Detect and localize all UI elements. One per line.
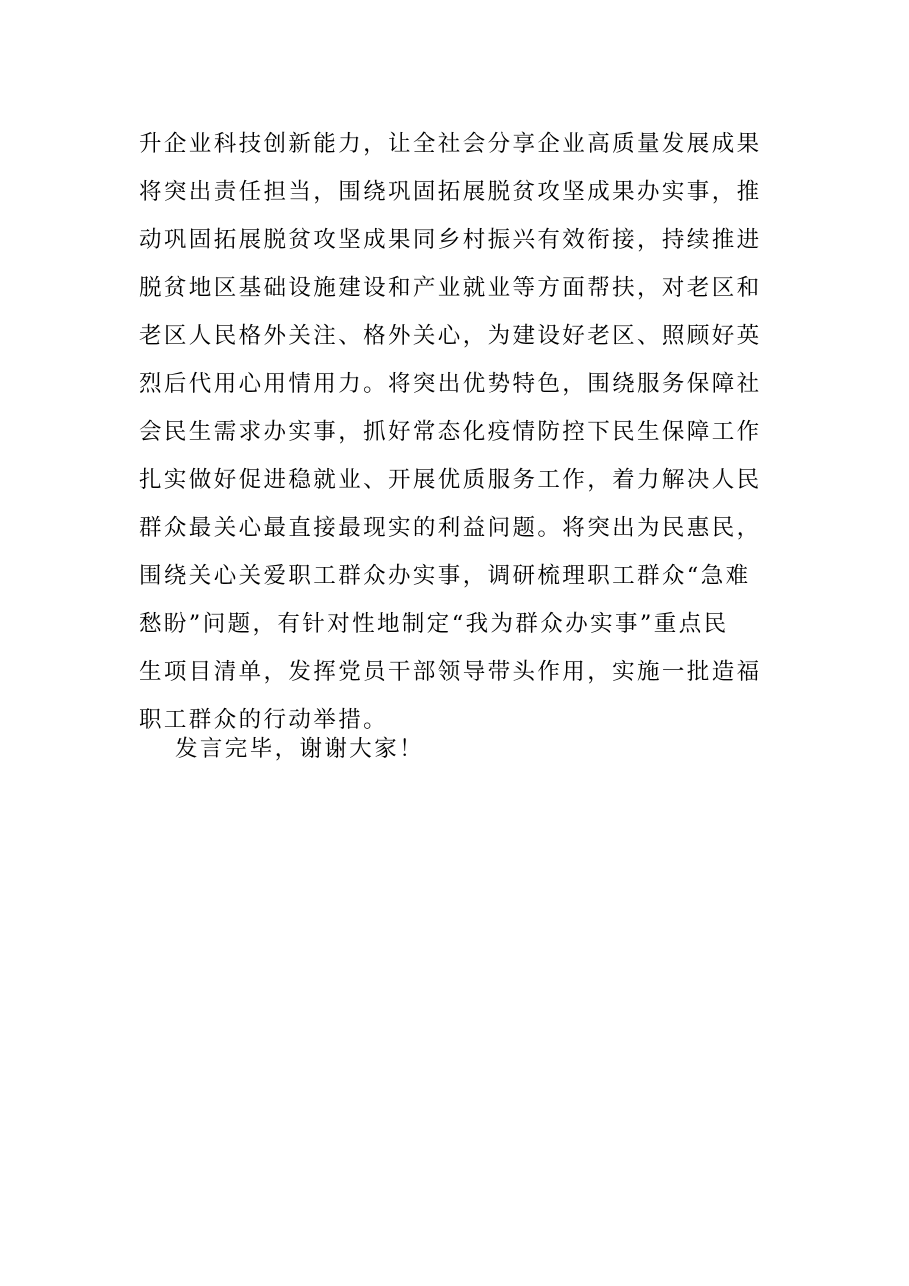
closing-remark: 发言完毕，谢谢大家！ <box>175 736 425 762</box>
speech-paragraph <box>139 120 779 744</box>
paragraph-line: 升企业科技创新能力，让全社会分享企业高质量发展成果 <box>139 131 762 157</box>
paragraph-line: 扎实做好促进稳就业、开展优质服务工作，着力解决人民 <box>139 467 762 493</box>
paragraph-line: 生项目清单，发挥党员干部领导带头作用，实施一批造福 <box>139 659 762 685</box>
paragraph-line: 职工群众的行动举措。 <box>139 707 389 733</box>
paragraph-line: 动巩固拓展脱贫攻坚成果同乡村振兴有效衔接，持续推进 <box>139 227 762 253</box>
paragraph-line: 老区人民格外关注、格外关心，为建设好老区、照顾好英 <box>139 323 762 349</box>
paragraph-line: 围绕关心关爱职工群众办实事，调研梳理职工群众“急难 <box>139 563 751 589</box>
paragraph-line: 愁盼”问题，有针对性地制定“我为群众办实事”重点民 <box>139 611 729 637</box>
paragraph-line: 脱贫地区基础设施建设和产业就业等方面帮扶，对老区和 <box>139 275 762 301</box>
paragraph-line: 将突出责任担当，围绕巩固拓展脱贫攻坚成果办实事，推 <box>139 179 762 205</box>
paragraph-line: 烈后代用心用情用力。将突出优势特色，围绕服务保障社 <box>139 371 762 397</box>
paragraph-line: 会民生需求办实事，抓好常态化疫情防控下民生保障工作 <box>139 419 762 445</box>
paragraph-line: 群众最关心最直接最现实的利益问题。将突出为民惠民， <box>139 515 762 541</box>
